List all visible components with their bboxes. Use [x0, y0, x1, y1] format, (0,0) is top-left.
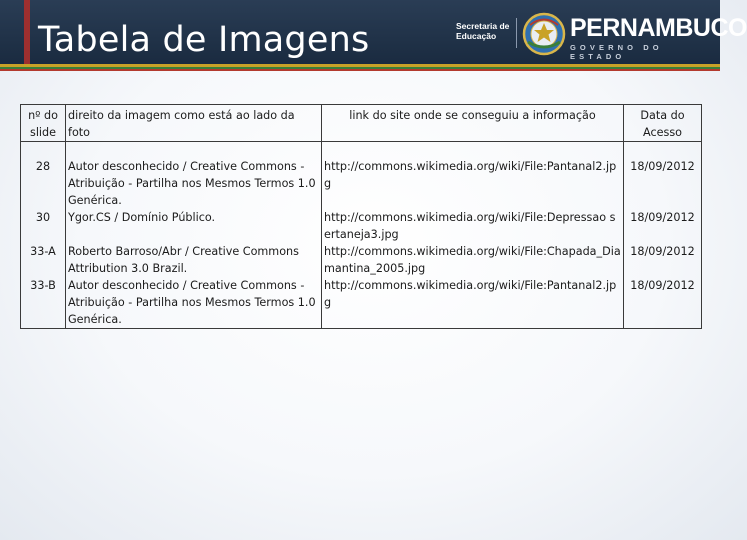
slide-number-cell: 33-B — [21, 277, 66, 329]
access-date-cell: 18/09/2012 — [624, 142, 702, 210]
table-row — [21, 243, 702, 277]
pernambuco-logo: PERNAMBUCO — [570, 14, 747, 42]
table-row — [21, 209, 702, 243]
source-link[interactable]: http://commons.wikimedia.org/wiki/File:Depressao sertaneja3.jpg — [322, 209, 624, 243]
rights-cell: Roberto Barroso/Abr / Creative Commons Attribution 3.0 Brazil. — [66, 243, 322, 277]
secretaria-line1: Secretaria de — [456, 21, 510, 31]
column-header-rights: direito da imagem como está ao lado da foto — [66, 105, 322, 142]
access-date-cell: 18/09/2012 — [624, 209, 702, 243]
page-title: Tabela de Imagens — [38, 20, 370, 60]
header-accent-bar — [24, 0, 30, 64]
source-link[interactable]: http://commons.wikimedia.org/wiki/File:Chapada_Diamantina_2005.jpg — [322, 243, 624, 277]
slide-number-cell: 28 — [21, 142, 66, 210]
table-row — [21, 142, 702, 210]
table-header-row — [21, 105, 702, 142]
table-row — [21, 277, 702, 329]
red-stripe — [0, 69, 720, 71]
slide-number-cell: 33-A — [21, 243, 66, 277]
image-credits-table — [20, 104, 702, 329]
secretaria-line2: Educação — [456, 31, 497, 41]
rights-cell: Autor desconhecido / Creative Commons - Atribuição - Partilha nos Mesmos Termos 1.0 Genérica. — [66, 142, 322, 210]
governo-subtitle: GOVERNO DO ESTADO — [570, 43, 663, 61]
access-date-cell: 18/09/2012 — [624, 243, 702, 277]
secretaria-label — [456, 21, 509, 41]
slide-number-cell: 30 — [21, 209, 66, 243]
source-link[interactable]: http://commons.wikimedia.org/wiki/File:Pantanal2.jpg — [322, 142, 624, 210]
state-coat-of-arms-icon — [522, 12, 566, 56]
column-header-date: Data do Acesso — [624, 105, 702, 142]
source-link[interactable]: http://commons.wikimedia.org/wiki/File:Pantanal2.jpg — [322, 277, 624, 329]
rights-cell: Autor desconhecido / Creative Commons - Atribuição - Partilha nos Mesmos Termos 1.0 Genérica. — [66, 277, 322, 329]
column-header-link: link do site onde se conseguiu a informação — [322, 105, 624, 142]
rights-cell: Ygor.CS / Domínio Público. — [66, 209, 322, 243]
access-date-cell: 18/09/2012 — [624, 277, 702, 329]
column-header-slide: nº do slide — [21, 105, 66, 142]
header-divider — [516, 18, 517, 48]
